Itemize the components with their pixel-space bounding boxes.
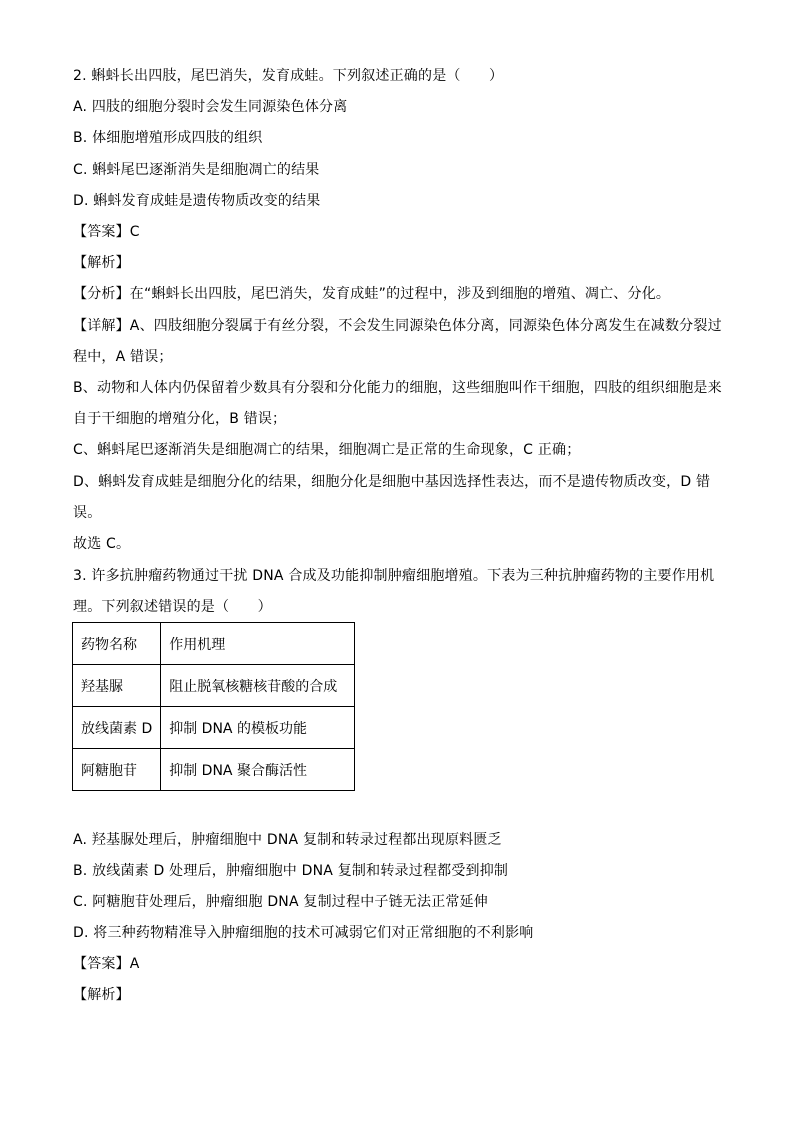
q2-option-b: B. 体细胞增殖形成四肢的组织 (73, 130, 263, 146)
table-cell: 阻止脱氧核糖核苷酸的合成 (161, 665, 355, 707)
q2-analysis-line: 【详解】A、四肢细胞分裂属于有丝分裂，不会发生同源染色体分离，同源染色体分离发生在减数分裂过 (73, 318, 722, 334)
q3-option-b: B. 放线菌素 D 处理后，肿瘤细胞中 DNA 复制和转录过程都受到抑制 (73, 863, 509, 879)
table-cell: 羟基脲 (73, 665, 161, 707)
table-cell: 阿糖胞苷 (73, 749, 161, 791)
table-row (73, 749, 355, 791)
q2-analysis-line: C、蝌蚪尾巴逐渐消失是细胞凋亡的结果，细胞凋亡是正常的生命现象，C 正确； (73, 442, 581, 458)
table-header-row (73, 623, 355, 665)
q2-analysis-line: 自于干细胞的增殖分化，B 错误； (73, 411, 287, 427)
table-header-cell: 药物名称 (73, 623, 161, 665)
q2-analysis-title: 【解析】 (73, 255, 130, 271)
q2-analysis-line: B、动物和人体内仍保留着少数具有分裂和分化能力的细胞，这些细胞叫作干细胞，四肢的组织细胞是来 (73, 380, 722, 396)
q2-option-c: C. 蝌蚪尾巴逐渐消失是细胞凋亡的结果 (73, 162, 320, 178)
q2-analysis-line: 程中，A 错误； (73, 349, 173, 365)
table-cell: 抑制 DNA 的模板功能 (161, 707, 355, 749)
q2-option-a: A. 四肢的细胞分裂时会发生同源染色体分离 (73, 99, 348, 115)
q3-answer: 【答案】A (73, 956, 140, 972)
table-row (73, 665, 355, 707)
q3-analysis-title: 【解析】 (73, 987, 130, 1003)
table-row (73, 707, 355, 749)
q2-answer: 【答案】C (73, 224, 140, 240)
q2-option-d: D. 蝌蚪发育成蛙是遗传物质改变的结果 (73, 193, 321, 209)
question-3-stem-cont: 理。下列叙述错误的是（ ） (73, 599, 272, 615)
q3-option-d: D. 将三种药物精准导入肿瘤细胞的技术可减弱它们对正常细胞的不利影响 (73, 925, 534, 941)
q2-conclusion: 故选 C。 (73, 536, 131, 552)
table-header-cell: 作用机理 (161, 623, 355, 665)
q2-analysis-line: 误。 (73, 505, 102, 521)
question-2-stem: 2. 蝌蚪长出四肢，尾巴消失，发育成蛙。下列叙述正确的是（ ） (73, 68, 504, 84)
q3-option-a: A. 羟基脲处理后，肿瘤细胞中 DNA 复制和转录过程都出现原料匮乏 (73, 832, 502, 848)
q2-analysis-line: D、蝌蚪发育成蛙是细胞分化的结果，细胞分化是细胞中基因选择性表达，而不是遗传物质改变，D 错 (73, 474, 711, 490)
q2-analysis-line: 【分析】在“蝌蚪长出四肢，尾巴消失，发育成蛙”的过程中，涉及到细胞的增殖、凋亡、分化。 (73, 286, 671, 302)
table-cell: 抑制 DNA 聚合酶活性 (161, 749, 355, 791)
q3-option-c: C. 阿糖胞苷处理后，肿瘤细胞 DNA 复制过程中子链无法正常延伸 (73, 894, 489, 910)
drug-mechanism-table (72, 622, 355, 791)
question-3-stem: 3. 许多抗肿瘤药物通过干扰 DNA 合成及功能抑制肿瘤细胞增殖。下表为三种抗肿瘤药物的主要作用机 (73, 568, 715, 584)
table-cell: 放线菌素 D (73, 707, 161, 749)
